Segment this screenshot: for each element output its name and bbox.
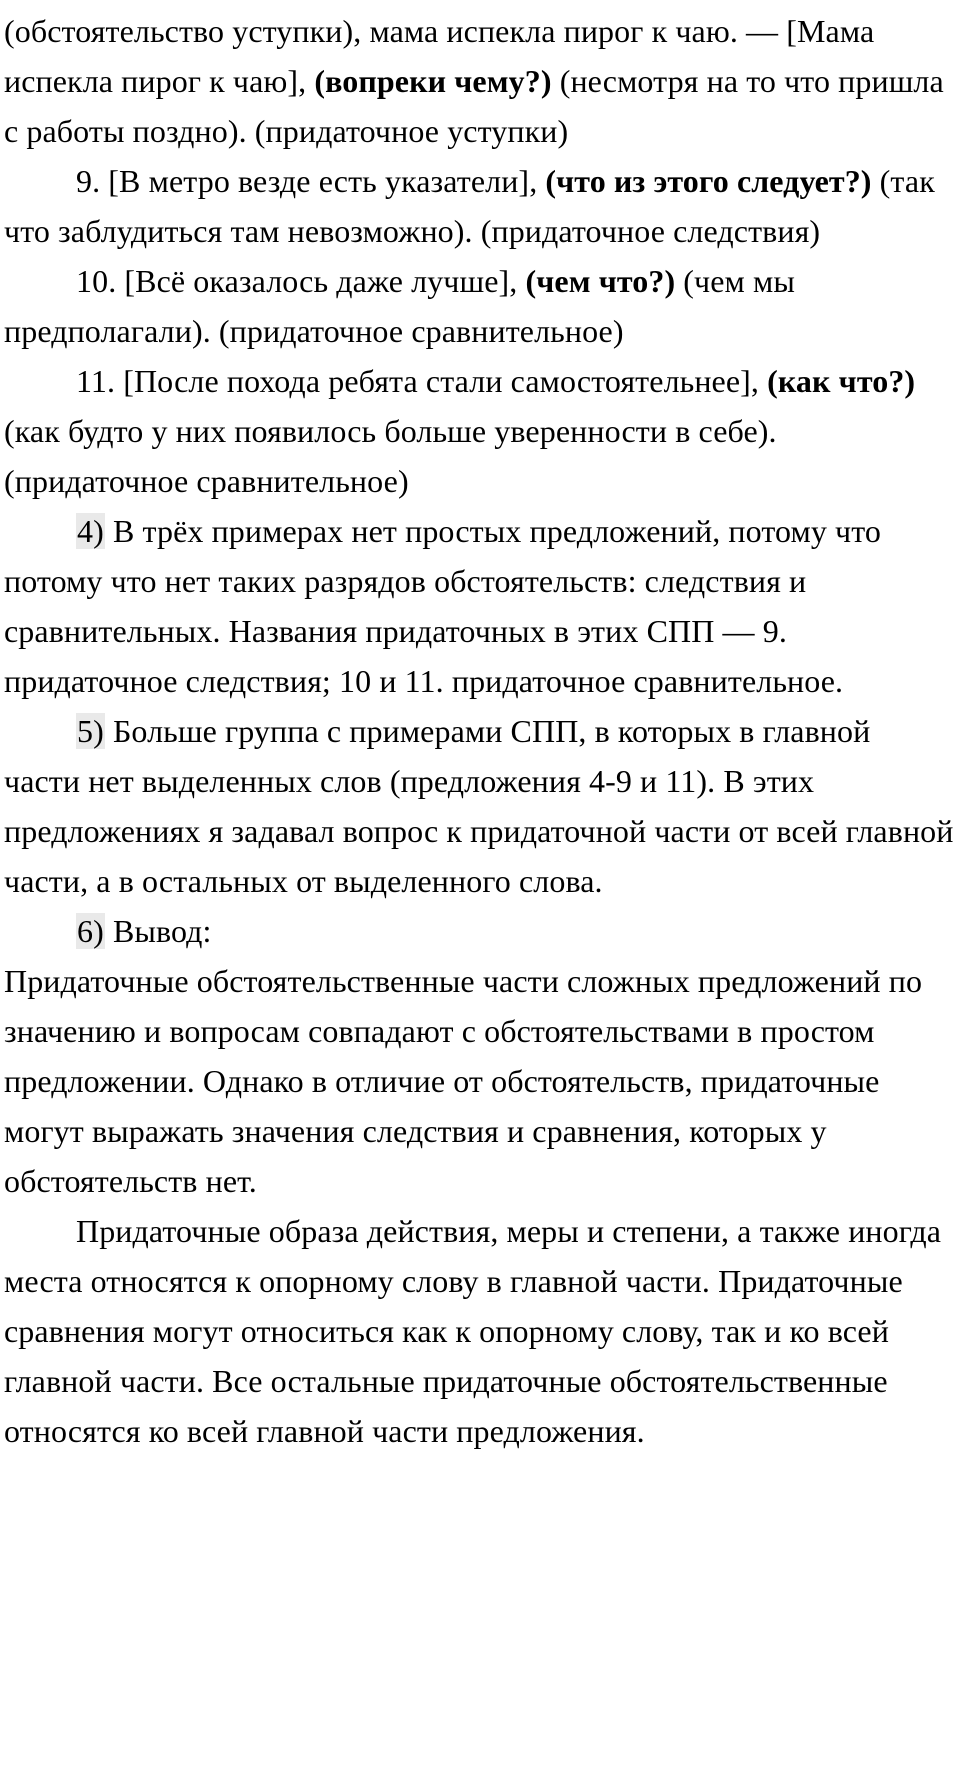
task-number: 6)	[77, 913, 104, 949]
question-bold: (чем что?)	[525, 263, 676, 299]
text-segment: 10. [Всё оказалось даже лучше],	[76, 263, 526, 299]
text-segment: (несмотря на то что пришла с работы поздно). (придаточное уступки)	[4, 63, 944, 149]
paragraph-task-4	[4, 506, 954, 706]
paragraph-concession-example	[4, 6, 954, 156]
paragraph-task-5	[4, 706, 954, 906]
text-segment: (как будто у них появилось больше уверенности в себе). (придаточное сравнительное)	[4, 413, 777, 499]
paragraph-example-10	[4, 256, 954, 356]
paragraph-conclusion: Придаточные обстоятельственные части сложных предложений по значению и вопросам совпадают с обстоятельствами в простом предложении. Однако в отличие от обстоятельств, придаточные могут выражать значения следствия и сравнения, которых у обстоятельств нет.	[4, 963, 923, 1199]
text-segment: Вывод:	[104, 913, 212, 949]
text-segment: 9. [В метро везде есть указатели],	[76, 163, 546, 199]
text-segment: (чем мы предполагали). (придаточное сравнительное)	[4, 263, 795, 349]
task-number: 4)	[77, 513, 104, 549]
paragraph-example-11	[4, 356, 954, 506]
document-page	[4, 6, 954, 1456]
paragraph-example-9	[4, 156, 954, 256]
text-segment: (так что заблудиться там невозможно). (придаточное следствия)	[4, 163, 935, 249]
text-segment: В трёх примерах нет простых предложений, потому что потому что нет таких разрядов обстоятельств: следствия и сравнительных. Названия придаточных в этих СПП — 9. придаточное следствия; 10 и 11. придаточное сравнительное.	[4, 513, 881, 699]
text-segment: 11. [После похода ребята стали самостоятельнее],	[76, 363, 768, 399]
paragraph-final: Придаточные образа действия, меры и степени, а также иногда места относятся к опорному слову в главной части. Придаточные сравнения могут относиться как к опорному слову, так и ко всей главной части. Все остальные придаточные обстоятельственные относятся ко всей главной части предложения.	[4, 1213, 942, 1449]
question-bold: (как что?)	[767, 363, 916, 399]
task-number: 5)	[77, 713, 104, 749]
text-segment: Больше группа с примерами СПП, в которых в главной части нет выделенных слов (предложения 4-9 и 11). В этих предложениях я задавал вопрос к придаточной части от всей главной части, а в остальных от выделенного слова.	[4, 713, 954, 899]
paragraph-task-6	[4, 906, 954, 956]
question-bold: (вопреки чему?)	[314, 63, 552, 99]
text-segment: (обстоятельство уступки), мама испекла пирог к чаю. — [Мама испекла пирог к чаю],	[4, 13, 875, 99]
question-bold: (что из этого следует?)	[545, 163, 872, 199]
